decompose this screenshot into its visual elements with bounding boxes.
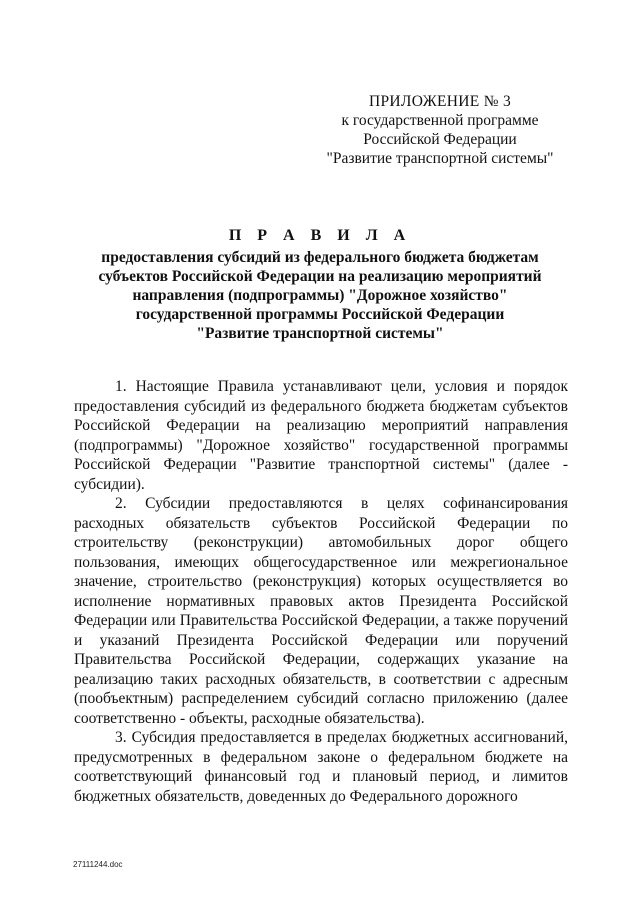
rules-subtitle-line-1: предоставления субсидий из федерального бюджета бюджетам bbox=[101, 249, 539, 266]
paragraph-3: 3. Субсидия предоставляется в пределах бюджетных ассигнований, предусмотренных в федеральном законе о федеральном бюджете на соответствующий финансовый год и плановый период, и лимитов бюджетных обязательств, доведенных до Федерального дорожного bbox=[74, 729, 568, 805]
rules-subtitle-line-3: направления (подпрограммы) "Дорожное хозяйство" bbox=[132, 287, 508, 304]
paragraph-1: 1. Настоящие Правила устанавливают цели, условия и порядок предоставления субсидий из федерального бюджета бюджетам субъектов Российской Федерации на реализацию мероприятий направления (подпрограммы) "Дорожное хозяйство" государственной программы Российской Федерации "Развитие транспортной системы" (далее - субсидии). bbox=[74, 378, 568, 493]
rules-subtitle bbox=[70, 248, 570, 343]
rules-subtitle-line-5: "Развитие транспортной системы" bbox=[196, 325, 444, 342]
rules-subtitle-line-4: государственной программы Российской Федерации bbox=[135, 306, 505, 323]
annex-line-2: Российской Федерации bbox=[363, 131, 517, 148]
document-body bbox=[74, 377, 568, 806]
rules-subtitle-line-2: субъектов Российской Федерации на реализацию мероприятий bbox=[98, 268, 542, 285]
annex-line-1: к государственной программе bbox=[341, 112, 539, 129]
annex-header bbox=[300, 92, 580, 168]
annex-line-3: "Развитие транспортной системы" bbox=[326, 150, 554, 167]
annex-title: ПРИЛОЖЕНИЕ № 3 bbox=[368, 93, 512, 110]
rules-title: П Р А В И Л А bbox=[228, 227, 412, 244]
paragraph-2: 2. Субсидии предоставляются в целях софинансирования расходных обязательств субъектов Российской Федерации по строительству (реконструкции) автомобильных дорог общего пользования, имеющих общегосударственное или межрегиональное значение, строительство (реконструкция) которых осуществляется во исполнение нормативных правовых актов Президента Российской Федерации или Правительства Российской Федерации, а также поручений и указаний Президента Российской Федерации или поручений Правительства Российской Федерации, содержащих указание на реализацию таких расходных обязательств, в соответствии с адресным (пообъектным) распределением субсидий согласно приложению (далее соответственно - объекты, расходные обязательства). bbox=[74, 495, 568, 727]
footer-filename: 27111244.doc bbox=[73, 860, 123, 869]
